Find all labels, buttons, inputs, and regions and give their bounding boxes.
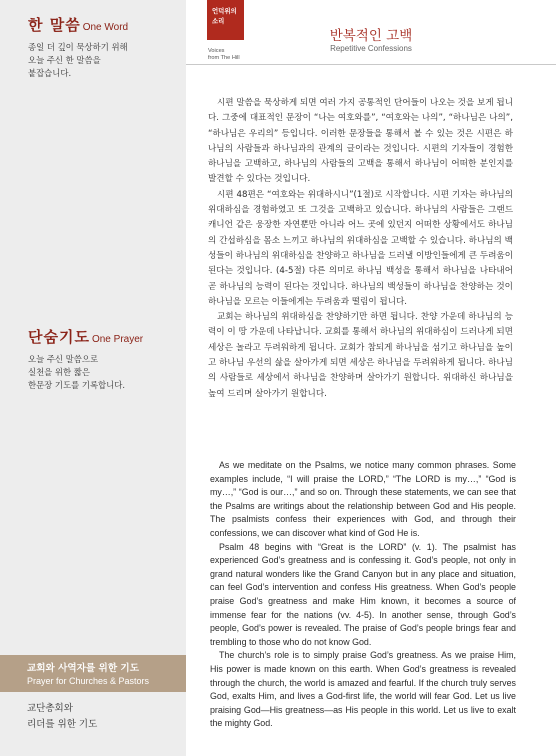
english-paragraph: Psalm 48 begins with “Great is the LORD” (v. 1). The psalmist has experienced God’s greatness and is confessing it. God’s people, not only in grand natural wonders like the Grand Canyon but in any place and situation, can feel God’s intervention and confess His greatness. When God’s people praise God’s greatness and make Him known, it becomes a source of immense fear for the nations (vv. 4-5). In another sense, through God’s people, God’s power is revealed. The praise of God’s people brings fear and trembling to those who do not know God. xyxy=(210,541,516,647)
badge-caption-line: Voices xyxy=(208,48,225,54)
one-prayer-line: 오늘 주신 말씀으로 xyxy=(28,354,99,364)
church-prayer-line: 리더를 위한 기도 xyxy=(27,719,98,730)
one-prayer-title-en: One Prayer xyxy=(91,334,144,345)
one-word-line: 종일 더 깊이 묵상하기 위해 xyxy=(28,42,128,52)
one-prayer-line: 한문장 기도를 기록합니다. xyxy=(28,380,125,390)
badge-line: 언덕위의 xyxy=(212,7,237,15)
article-subtitle: Repetitive Confessions xyxy=(330,44,412,53)
one-prayer-description xyxy=(28,353,186,392)
church-prayer-line: 교단총회와 xyxy=(27,703,73,714)
one-prayer-section xyxy=(0,326,186,392)
english-paragraph: The church’s role is to simply praise God’s greatness. As we praise Him, His power is made known on this earth. When God’s greatness is revealed through the church, the world is amazed and fearful. If the church truly serves God, exalts Him, and lives a God-first life, the world will fear God. Let us live praising God—His greatness—as His people in this world. Let us live to exalt the mighty God. xyxy=(210,650,516,729)
one-prayer-line: 실천을 위한 짧은 xyxy=(28,367,90,377)
one-word-title-en: One Word xyxy=(82,22,129,33)
korean-body xyxy=(208,96,513,402)
church-prayer-title-ko: 교회와 사역자를 위한 기도 xyxy=(27,663,139,674)
one-prayer-heading xyxy=(28,326,186,347)
english-body xyxy=(210,459,516,731)
one-prayer-title-ko: 단숨기도 xyxy=(28,328,90,346)
one-word-line: 오늘 주신 한 말씀을 xyxy=(28,55,101,65)
korean-paragraph: 시편 말씀을 묵상하게 되면 여러 가지 공통적인 단어들이 나오는 것을 보게 됩니다. 그중에 대표적인 문장이 “나는 여호와를”, “여호와는 나의”, “하나님은 나의”, “하나님은 우리의” 등입니다. 이러한 문장들을 통해서 볼 수 있는 것은 시편은 하나님의 사람들과 하나님과의 관계의 글이라는 것입니다. 시편의 기자들이 경험한 하나님을 고백하고, 하나님의 사람들의 고백을 통해서 하나님이 어떠한 분인지를 발견할 수 있다는 것입니다. xyxy=(208,98,513,185)
korean-paragraph: 시편 48편은 “여호와는 위대하시니”(1절)로 시작합니다. 시편 기자는 하나님의 위대하심을 경험하였고 또 그것을 고백하고 있습니다. 하나님의 사람들은 그랜드 캐니언 같은 웅장한 자연뿐만 아니라 어느 곳에 있던지 어떠한 상황에서도 하나님의 간섭하심을 몸소 느끼고 하나님의 위대하심을 고백할 수 있습니다. 하나님의 백성들이 하나님의 위대하심을 찬양하고 하나님을 드러낼 이방인들에게 큰 두려움이 된다는 것입니다. (4-5절) 다른 의미로 하나님 백성을 통해서 하나님을 나타내어 곧 하나님의 능력이 된다는 것입니다. 하나님의 백성들이 하나님을 찬양하는 것이 하나님을 모르는 이들에게는 두려움과 떨림이 됩니다. xyxy=(208,189,513,307)
sidebar xyxy=(0,0,186,756)
church-prayer-title-en: Prayer for Churches & Pastors xyxy=(27,676,150,686)
english-paragraph: As we meditate on the Psalms, we notice many common phrases. Some examples include, “I will praise the LORD,” “The LORD is my…,” “God is my…,” “God is our…,” and so on. Through these statements, we can see that the Psalms are writings about the relationship between God and His people. The psalmists confess their experiences with God, and through their confessions, we can discover what kind of God He is. xyxy=(210,460,516,538)
one-word-title-ko: 한 말씀 xyxy=(28,16,81,34)
church-prayer-banner xyxy=(0,655,186,692)
church-prayer-description xyxy=(27,701,97,733)
one-word-line: 붙잡습니다. xyxy=(28,68,72,78)
badge-caption-line: from The Hill xyxy=(208,55,240,61)
header-divider xyxy=(186,64,556,65)
article-title: 반복적인 고백 xyxy=(329,28,413,44)
badge-line: 소리 xyxy=(212,17,225,25)
korean-paragraph: 교회는 하나님의 위대하심을 찬양하기만 하면 됩니다. 찬양 가운데 하나님의 능력이 이 땅 가운데 나타납니다. 교회를 통해서 하나님의 위대하심이 드러나게 되면 세상은 놀라고 두려워하게 됩니다. 교회가 참되게 하나님을 섬기고 하나님을 높이고 하나님 우선의 삶을 살아가게 되면 세상은 하나님을 두려워하게 됩니다. 하나님의 사람들로 세상에서 하나님을 찬양하며 살아가기 원합니다. 위대하신 하나님을 높여 드리며 살아가기 원합니다. xyxy=(208,312,513,399)
